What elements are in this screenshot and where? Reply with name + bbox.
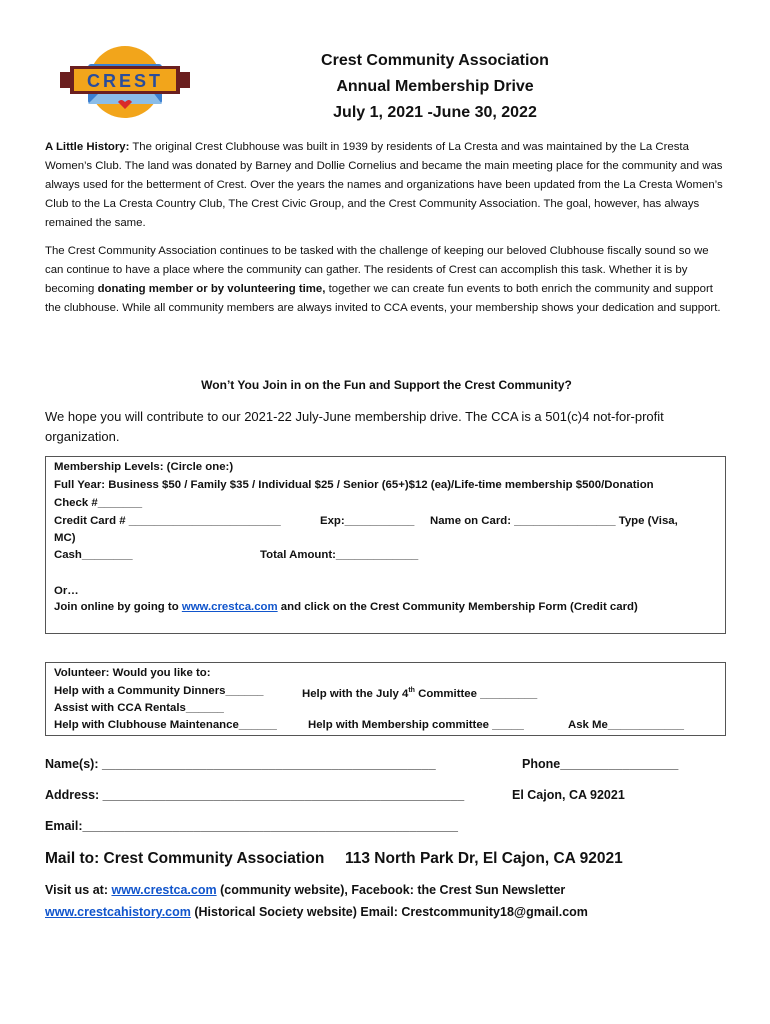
crestca-website-link[interactable]: www.crestca.com [111, 883, 217, 897]
history-label: A Little History: [45, 141, 130, 153]
city-text: El Cajon, CA 92021 [512, 788, 625, 802]
mission-text-1: The Crest Community Association continues to be tasked with the challenge of keeping our beloved Clubhouse fiscally sound so we can continue to have a place where the community can gather. The residents of Crest can accomplish this task. Whether it is by becoming [45, 245, 709, 295]
join-online-pre: Join online by going to [54, 601, 182, 613]
membership-full-year[interactable]: Full Year: Business $50 / Family $35 / Individual $25 / Senior (65+)$12 (ea)/Life-time membership $500/Donation [54, 479, 654, 491]
membership-box [45, 456, 726, 634]
names-field[interactable]: Name(s): ________________________________________________ [45, 757, 436, 771]
visit-pre: Visit us at: [45, 883, 112, 897]
volunteer-box [45, 662, 726, 736]
mission-text-2: together we can create fun events to both enrich the community and support the clubhouse. While all community members are always invited to CCA events, your membership shows your dedication and support. [45, 283, 721, 314]
crest-logo [58, 44, 192, 120]
mail-to-label: Mail to: Crest Community Association [45, 850, 325, 867]
volunteer-july4-post: Committee _________ [414, 687, 538, 700]
email-field[interactable]: Email:______________________________________________________ [45, 819, 458, 833]
membership-levels: Membership Levels: (Circle one:) [54, 461, 234, 473]
volunteer-ask-me[interactable]: Ask Me____________ [568, 719, 684, 731]
title-line-3: July 1, 2021 -June 30, 2022 [333, 104, 537, 121]
phone-field[interactable]: Phone_________________ [522, 757, 679, 771]
join-online-post: and click on the Crest Community Membership Form (Credit card) [277, 601, 638, 613]
crestca-link[interactable]: www.crestca.com [181, 601, 278, 613]
title-line-2: Annual Membership Drive [336, 78, 534, 95]
volunteer-maintenance[interactable]: Help with Clubhouse Maintenance______ [54, 719, 277, 731]
logo-text: CREST [86, 71, 164, 91]
visit-post-1: (community website), Facebook: the Crest Sun Newsletter [216, 883, 566, 897]
crestcahistory-link[interactable]: www.crestcahistory.com [45, 905, 191, 919]
total-amount-field[interactable]: Total Amount:_____________ [260, 549, 419, 561]
check-field[interactable]: Check #_______ [54, 497, 143, 509]
mail-to-address: 113 North Park Dr, El Cajon, CA 92021 [345, 850, 623, 867]
volunteer-july4-pre: Help with the July 4 [302, 687, 409, 700]
hope-paragraph: We hope you will contribute to our 2021-22 July-June membership drive. The CCA is a 501(c)4 not-for-profit organization. [45, 409, 664, 444]
or-label: Or… [54, 585, 79, 597]
card-type-mc: MC) [54, 532, 76, 544]
volunteer-heading: Volunteer: Would you like to: [54, 667, 211, 679]
history-paragraph [45, 138, 728, 233]
credit-card-field[interactable]: Credit Card # ________________________ [54, 515, 281, 527]
join-subhead: Won’t You Join in on the Fun and Support the Crest Community? [201, 378, 572, 392]
join-online-line [54, 599, 638, 615]
visit-line-2 [45, 905, 588, 919]
volunteer-membership-committee[interactable]: Help with Membership committee _____ [308, 719, 524, 731]
address-field[interactable]: Address: ____________________________________________________ [45, 788, 465, 802]
volunteer-july4-sup: th [408, 687, 415, 694]
mission-paragraph [45, 242, 728, 318]
volunteer-dinners[interactable]: Help with a Community Dinners______ [54, 685, 264, 697]
title-line-1: Crest Community Association [321, 52, 549, 69]
cash-field[interactable]: Cash________ [54, 549, 133, 561]
name-on-card-field[interactable]: Name on Card: ________________ Type (Visa, [430, 515, 678, 527]
visit-post-2: (Historical Society website) Email: Crestcommunity18@gmail.com [190, 905, 588, 919]
mission-bold: donating member or by volunteering time, [97, 283, 326, 295]
volunteer-july4[interactable] [302, 683, 537, 702]
exp-field[interactable]: Exp:___________ [320, 515, 415, 527]
history-text: The original Crest Clubhouse was built in 1939 by residents of La Cresta and was maintained by the La Cresta Women’s Club. The land was donated by Barney and Dollie Cornelius and became the main meeting place for the community and was always used for the betterment of Crest. Over the years the names and organizations have been updated from the La Cresta Women’s Club to the La Cresta Country Club, The Crest Civic Group, and the Crest Community Association. The goal, however, has always remained the same. [45, 141, 723, 229]
visit-line-1 [45, 883, 565, 897]
volunteer-rentals[interactable]: Assist with CCA Rentals______ [54, 702, 224, 714]
